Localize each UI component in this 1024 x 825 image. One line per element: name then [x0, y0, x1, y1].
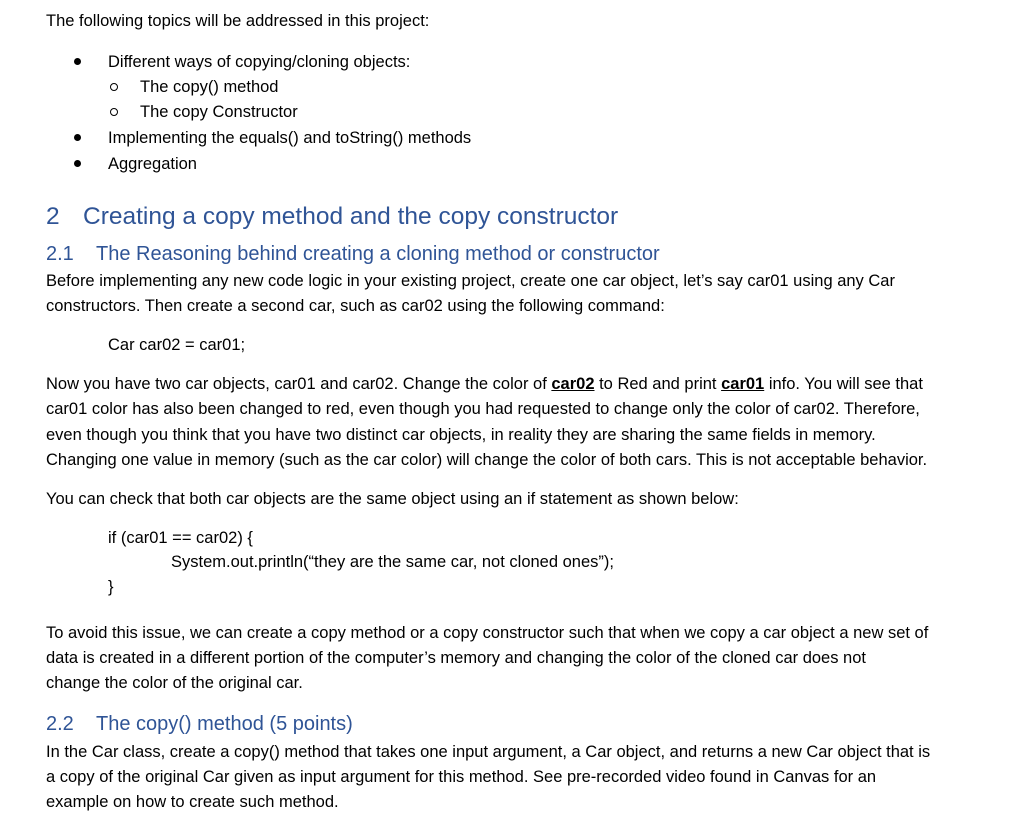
paragraph-line: [46, 374, 923, 394]
code-line: }: [108, 578, 114, 596]
sub-bullet-circle-icon: [110, 108, 118, 116]
paragraph-line: Before implementing any new code logic in your existing project, create one car object, let’s say car01 using any Car: [46, 272, 895, 290]
code-line: Car car02 = car01;: [108, 336, 246, 354]
paragraph-line: Changing one value in memory (such as the car color) will change the color of both cars. This is not acceptable behavior.: [46, 451, 928, 469]
section-2-2-number: 2.2: [46, 713, 74, 735]
code-line: System.out.println(“they are the same car, not cloned ones”);: [171, 553, 614, 571]
emphasis-car01: car01: [721, 375, 765, 393]
topic-item-aggregation: Aggregation: [108, 155, 197, 173]
bullet-dot-icon: [74, 160, 81, 167]
paragraph-line: You can check that both car objects are the same object using an if statement as shown below:: [46, 490, 739, 508]
paragraph-line: example on how to create such method.: [46, 793, 339, 811]
paragraph-line: constructors. Then create a second car, such as car02 using the following command:: [46, 297, 665, 315]
section-2-1-title: The Reasoning behind creating a cloning method or constructor: [96, 243, 660, 265]
text-run: Now you have two car objects, car01 and car02. Change the color of: [46, 375, 552, 393]
topic-subitem-copy-constructor: The copy Constructor: [140, 103, 298, 121]
text-run: to Red and print: [594, 375, 722, 393]
text-run: info. You will see that: [764, 375, 923, 393]
paragraph-line: data is created in a different portion of the computer’s memory and changing the color of the cloned car does not: [46, 649, 866, 667]
emphasis-car02: car02: [551, 375, 595, 393]
topic-item-copying: Different ways of copying/cloning objects:: [108, 53, 411, 71]
section-2-heading: [46, 202, 618, 232]
section-2-1-heading: [46, 241, 660, 267]
paragraph-line: a copy of the original Car given as input argument for this method. See pre-recorded video found in Canvas for an: [46, 768, 877, 786]
code-line: if (car01 == car02) {: [108, 529, 253, 547]
section-2-2-title: The copy() method (5 points): [96, 713, 353, 735]
section-2-title: Creating a copy method and the copy constructor: [83, 203, 619, 230]
paragraph-line: In the Car class, create a copy() method that takes one input argument, a Car object, and returns a new Car object that is: [46, 743, 931, 761]
paragraph-line: even though you think that you have two distinct car objects, in reality they are sharing the same fields in memory.: [46, 426, 876, 444]
section-2-1-number: 2.1: [46, 243, 74, 265]
paragraph-line: car01 color has also been changed to red, even though you had requested to change only the color of car02. Therefore,: [46, 400, 920, 418]
bullet-dot-icon: [74, 58, 81, 65]
section-2-2-heading: [46, 711, 353, 737]
bullet-dot-icon: [74, 134, 81, 141]
topic-subitem-copy-method: The copy() method: [140, 78, 279, 96]
sub-bullet-circle-icon: [110, 83, 118, 91]
section-2-number: 2: [46, 203, 60, 230]
intro-text: The following topics will be addressed in this project:: [46, 12, 430, 30]
paragraph-line: change the color of the original car.: [46, 674, 303, 692]
topic-item-equals-tostring: Implementing the equals() and toString() methods: [108, 129, 472, 147]
paragraph-line: To avoid this issue, we can create a copy method or a copy constructor such that when we copy a car object a new set of: [46, 624, 929, 642]
